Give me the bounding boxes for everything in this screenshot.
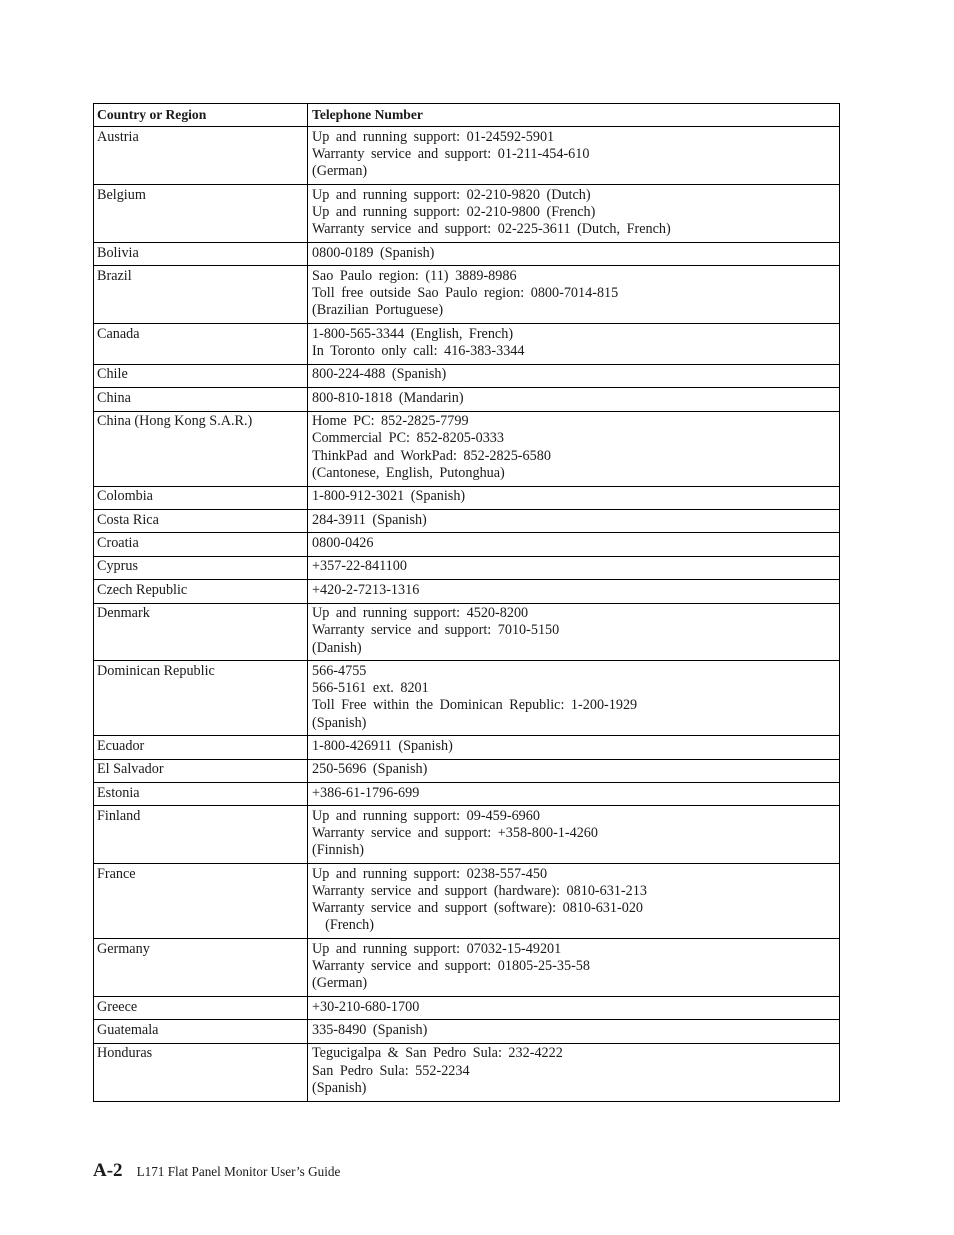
table-row [94,603,840,661]
country-cell: Colombia [94,486,308,509]
country-cell: Canada [94,324,308,365]
phone-cell [308,556,840,579]
table-row [94,242,840,265]
phone-cell [308,266,840,324]
phone-cell [308,580,840,603]
phone-line: 1-800-565-3344 (English, French) [312,325,514,342]
phone-line: (Brazilian Portuguese) [312,302,444,319]
phone-line: 335-8490 (Spanish) [312,1022,428,1039]
phone-line: Up and running support: 0238-557-450 [312,865,548,882]
phone-line: (German) [312,975,368,992]
phone-line: ThinkPad and WorkPad: 852-2825-6580 [312,447,551,464]
table-row [94,364,840,387]
phone-line: Warranty service and support (hardware): 0810-631-213 [312,883,647,900]
support-phone-table [93,103,840,1102]
phone-line: 1-800-426911 (Spanish) [312,737,453,754]
phone-cell [308,242,840,265]
phone-line: Home PC: 852-2825-7799 [312,413,469,430]
phone-line: (Danish) [312,639,362,656]
phone-cell [308,939,840,997]
phone-cell [308,997,840,1020]
phone-line: (Cantonese, English, Putonghua) [312,464,505,481]
phone-cell [308,486,840,509]
phone-line: (Spanish) [312,714,367,731]
country-cell: Brazil [94,266,308,324]
table-row [94,939,840,997]
country-cell: Belgium [94,185,308,243]
phone-cell [308,185,840,243]
table-row [94,1043,840,1101]
phone-line: Warranty service and support: 7010-5150 [312,622,560,639]
phone-cell [308,533,840,556]
country-cell: Estonia [94,783,308,806]
phone-cell [308,759,840,782]
phone-line: 284-3911 (Spanish) [312,511,427,528]
phone-line: Up and running support: 09-459-6960 [312,808,540,825]
phone-line: 250-5696 (Spanish) [312,761,428,778]
phone-line: Toll Free within the Dominican Republic: 1-200-1929 [312,697,638,714]
table-row [94,864,840,939]
phone-line: Warranty service and support: 02-225-3611 (Dutch, French) [312,221,671,238]
table-row [94,388,840,411]
phone-cell [308,127,840,185]
phone-line: Up and running support: 07032-15-49201 [312,940,562,957]
phone-line: 1-800-912-3021 (Spanish) [312,488,466,505]
phone-line: 0800-0426 [312,534,374,551]
phone-line: +357-22-841100 [312,558,407,575]
country-cell: China (Hong Kong S.A.R.) [94,411,308,486]
phone-line: Warranty service and support (software): 0810-631-020 [312,900,644,917]
country-column-header: Country or Region [94,104,308,127]
country-cell: Chile [94,364,308,387]
phone-line: 0800-0189 (Spanish) [312,244,435,261]
phone-line: Up and running support: 02-210-9800 (French) [312,203,596,220]
country-cell: Czech Republic [94,580,308,603]
table-row [94,266,840,324]
phone-cell [308,661,840,736]
country-cell: Costa Rica [94,509,308,532]
phone-line: Tegucigalpa & San Pedro Sula: 232-4222 [312,1045,563,1062]
country-cell: Denmark [94,603,308,661]
table-row [94,486,840,509]
table-row [94,759,840,782]
phone-line: 566-4755 [312,662,367,679]
table-row [94,1020,840,1043]
document-title: L171 Flat Panel Monitor User’s Guide [136,1164,341,1179]
phone-line: Up and running support: 4520-8200 [312,605,529,622]
phone-line: +420-2-7213-1316 [312,581,420,598]
country-cell: Cyprus [94,556,308,579]
country-cell: Finland [94,806,308,864]
phone-cell [308,1043,840,1101]
table-row [94,580,840,603]
table-row [94,661,840,736]
phone-cell [308,388,840,411]
phone-line: +386-61-1796-699 [312,784,420,801]
country-cell: Austria [94,127,308,185]
phone-cell [308,411,840,486]
country-cell: Greece [94,997,308,1020]
country-cell: Bolivia [94,242,308,265]
page-number: A-2 [93,1160,123,1181]
phone-cell [308,783,840,806]
country-cell: France [94,864,308,939]
phone-line: (Spanish) [312,1079,367,1096]
table-row [94,127,840,185]
phone-line: San Pedro Sula: 552-2234 [312,1062,470,1079]
phone-line: (Finnish) [312,842,365,859]
phone-cell [308,806,840,864]
phone-line: (French) [312,917,374,934]
phone-line: Commercial PC: 852-8205-0333 [312,430,504,447]
country-cell: El Salvador [94,759,308,782]
phone-cell [308,603,840,661]
phone-cell [308,864,840,939]
phone-line: Warranty service and support: 01-211-454-610 [312,146,590,163]
country-cell: Honduras [94,1043,308,1101]
table-row [94,806,840,864]
phone-line: Warranty service and support: 01805-25-35-58 [312,958,590,975]
phone-line: Sao Paulo region: (11) 3889-8986 [312,267,517,284]
phone-line: In Toronto only call: 416-383-3344 [312,342,525,359]
country-cell: Ecuador [94,736,308,759]
table-row [94,509,840,532]
table-header-row [94,104,840,127]
table-row [94,324,840,365]
table-row [94,556,840,579]
phone-line: +30-210-680-1700 [312,998,420,1015]
country-cell: Guatemala [94,1020,308,1043]
phone-column-header: Telephone Number [308,104,840,127]
phone-cell [308,509,840,532]
phone-line: Warranty service and support: +358-800-1-4260 [312,825,598,842]
page-footer [93,1160,340,1182]
table-row [94,997,840,1020]
phone-line: 800-810-1818 (Mandarin) [312,389,464,406]
table-row [94,411,840,486]
table-row [94,736,840,759]
country-cell: Germany [94,939,308,997]
country-cell: Croatia [94,533,308,556]
phone-line: Up and running support: 01-24592-5901 [312,128,555,145]
phone-line: Toll free outside Sao Paulo region: 0800-7014-815 [312,285,619,302]
table-row [94,533,840,556]
phone-line: 800-224-488 (Spanish) [312,366,447,383]
phone-cell [308,364,840,387]
table-row [94,185,840,243]
phone-line: 566-5161 ext. 8201 [312,680,429,697]
phone-line: (German) [312,163,368,180]
phone-line: Up and running support: 02-210-9820 (Dutch) [312,186,591,203]
country-cell: China [94,388,308,411]
table-row [94,783,840,806]
country-cell: Dominican Republic [94,661,308,736]
phone-cell [308,736,840,759]
phone-cell [308,1020,840,1043]
table-body [94,127,840,1101]
phone-cell [308,324,840,365]
